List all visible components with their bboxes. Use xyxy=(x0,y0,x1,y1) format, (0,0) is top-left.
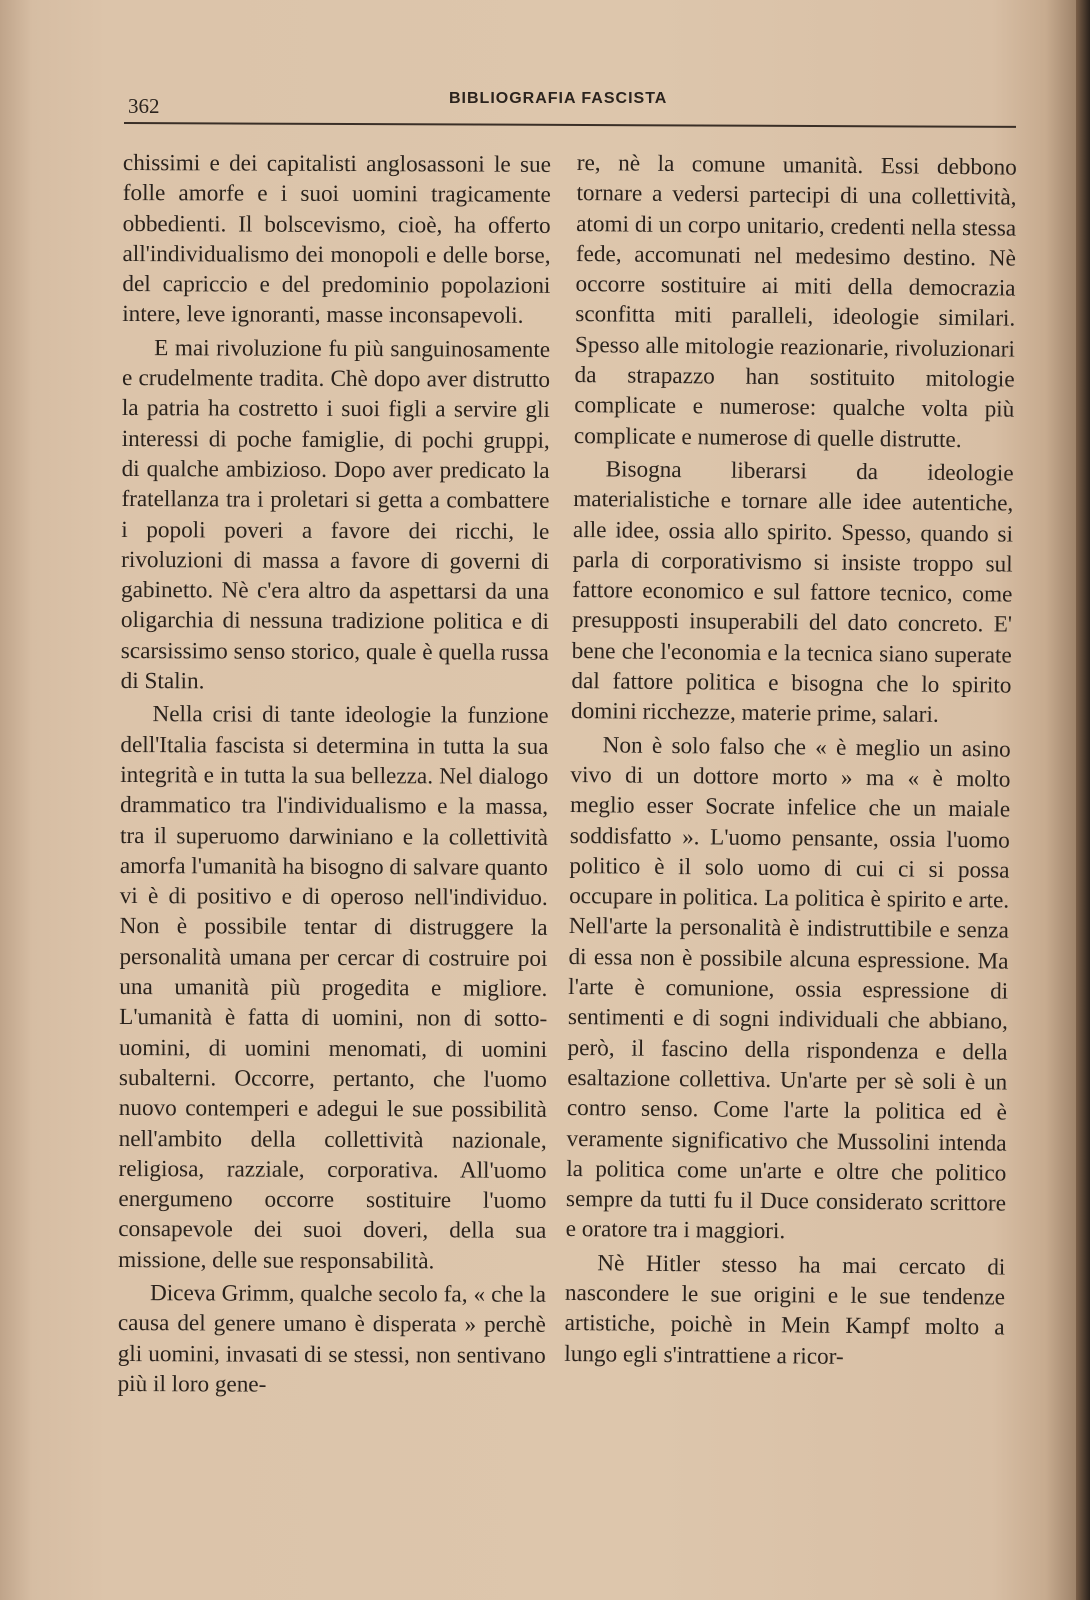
paragraph: chissimi e dei capitalisti anglosassoni le sue folle amorfe e i suoi uomini tragicamente obbedienti. Il bolscevismo, cioè, ha offerto all'individualismo dei monopoli e delle borse, del capriccio e del predominio popolazioni intere, leve ignoranti, masse inconsapevoli. xyxy=(122,149,551,330)
page-header xyxy=(124,82,1014,122)
book-edge-shadow xyxy=(1076,0,1090,1600)
running-head: BIBLIOGRAFIA FASCISTA xyxy=(449,90,668,107)
paragraph: Diceva Grimm, qualche secolo fa, « che la causa del genere umano è disperata » perchè gli uomini, invasati di se stessi, non sentivano più il loro gene- xyxy=(117,1280,547,1398)
paragraph: Nè Hitler stesso ha mai cercato di nascondere le sue origini e le sue tendenze artistiche, poichè in Mein Kampf molto a lungo egli s'intrattiene a ricor- xyxy=(564,1249,1006,1370)
paragraph: Non è solo falso che « è meglio un asino vivo di un dottore morto » ma « è molto meglio esser Socrate infelice che un maiale soddisfatto ». L'uomo pensante, ossia l'uomo politico è il solo uomo di cui ci si possa occupare in politica. La politica è spirito e arte. Nell'arte la personalità è indistruttibile e senza di essa non è possibile alcuna espressione. Ma l'arte è comunione, ossia espressione di sentimenti e di sogni individuali che abbiano, però, il fascino della rispondenza e della esaltazione collettiva. Un'arte per sè soli è un contro senso. Come l'arte la politica ed è veramente significativo che Mussolini intenda la politica come un'arte e oltre che politico sempre da tutti fu il Duce considerato scrittore e oratore tra i maggiori. xyxy=(565,731,1011,1245)
left-column xyxy=(118,148,551,1404)
paragraph: Bisogna liberarsi da ideologie materialistiche e tornare alle idee autentiche, alle idee, ossia allo spirito. Spesso, quando si parla di corporativismo si insiste troppo sul fattore economico e sul fattore tecnico, come presupposti insuperabili del dato concreto. E' bene che l'economia e la tecnica siano superate dal fattore politica e bisogna che lo spirito domini ricchezze, materie prime, salari. xyxy=(570,456,1014,729)
paragraph: E mai rivoluzione fu più sanguinosamente e crudelmente tradita. Chè dopo aver distrutto la patria ha costretto i suoi figli a servire gli interessi di poche famiglie, di pochi gruppi, di qualche ambizioso. Dopo aver predicato la fratellanza tra i proletari si getta a combattere i popoli poveri a favore dei ricchi, le rivoluzioni di massa a favore di governi di gabinetto. Nè c'era altro da aspettarsi da una oligarchia di nessuna tradizione politica e di scarsissimo senso storico, quale è quella russa di Stalin. xyxy=(120,334,551,695)
right-column xyxy=(564,148,1017,1376)
header-rule xyxy=(124,122,1016,128)
paragraph: re, nè la comune umanità. Essi debbono tornare a vedersi partecipi di una collettività, atomi di un corpo unitario, credenti nella stessa fede, accomunati nel medesimo destino. Nè occorre sostituire ai miti della democrazia sconfitta miti paralleli, ideologie similari. Spesso alle mitologie reazionarie, rivoluzionari da strapazzo han sostituito mitologie complicate e numerose: qualche volta più complicate e numerose di quelle distrutte. xyxy=(573,149,1017,453)
page-number: 362 xyxy=(128,94,160,118)
paragraph: Nella crisi di tante ideologie la funzione dell'Italia fascista si determina in tutta la sua integrità e in tutta la sua bellezza. Nel dialogo drammatico tra l'individualismo e la massa, tra il superuomo darwiniano e la collettività amorfa l'umanità ha bisogno di salvare quanto vi è di positivo e di operoso nell'individuo. Non è possibile tentar di distruggere la personalità umana per cercar di costruire poi una umanità più progedita e migliore. L'umanità è fatta di uomini, non di sotto-uomini, di uomini menomati, di uomini subalterni. Occorre, pertanto, che l'uomo nuovo contemperi e adegui le sue possibilità nell'ambito della collettività nazionale, religiosa, razziale, corporativa. All'uomo energumeno occorre sostituire l'uomo consapevole dei suoi doveri, della sua missione, delle sue responsabilità. xyxy=(118,701,549,1275)
